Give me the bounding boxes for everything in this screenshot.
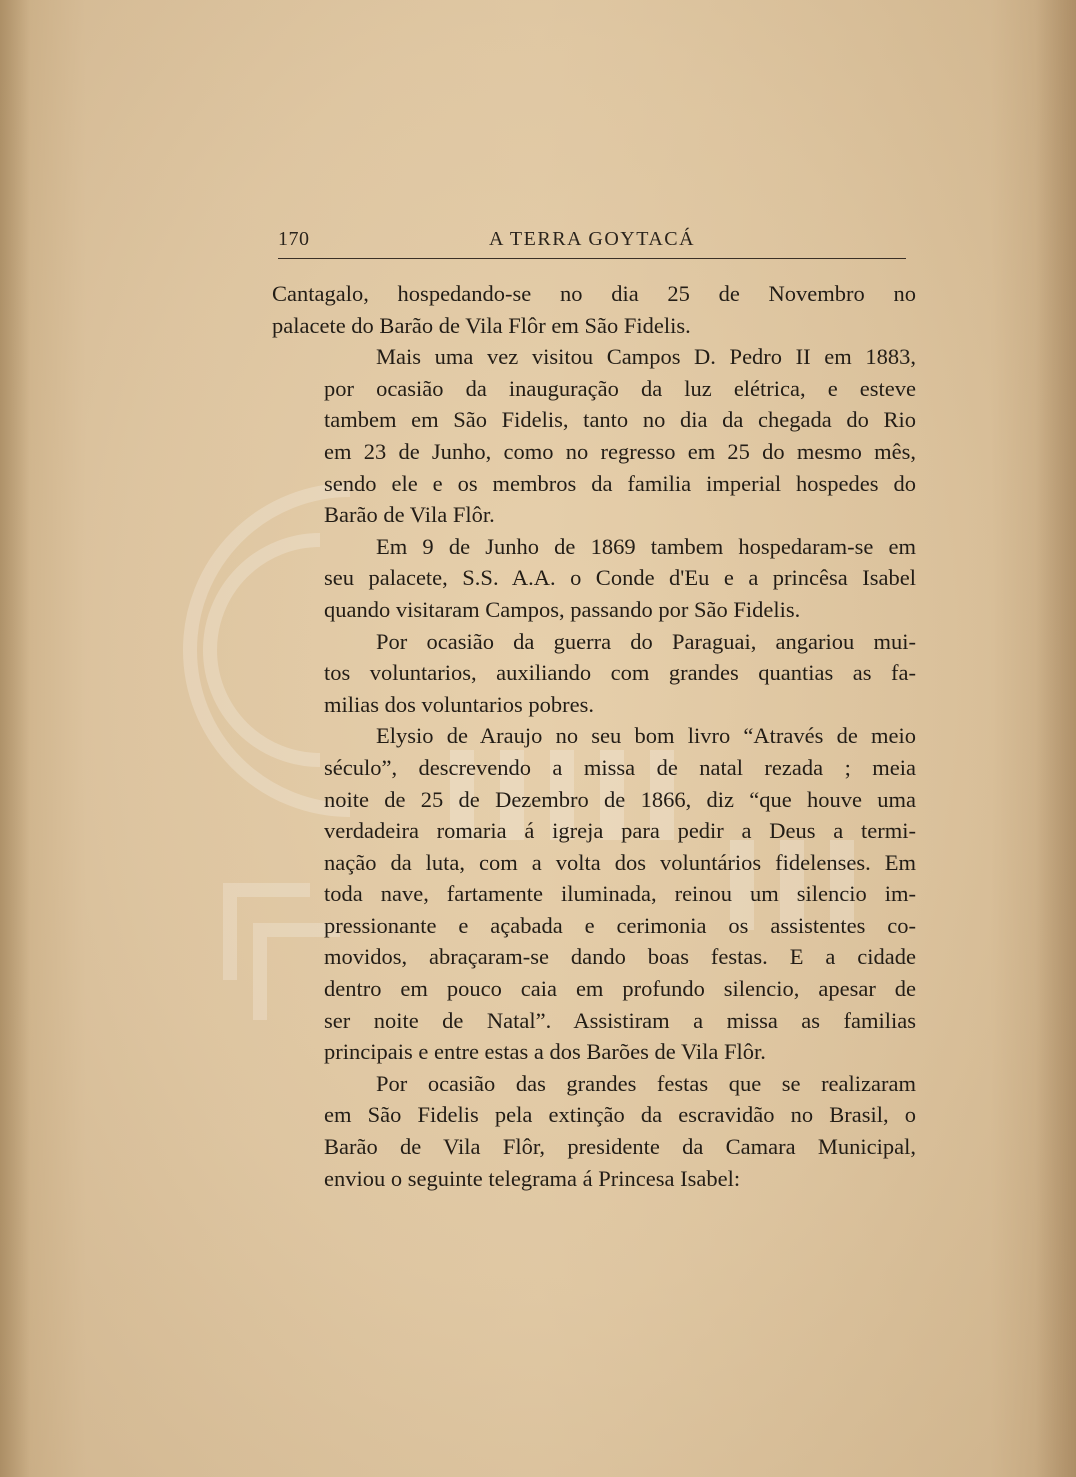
paragraph <box>272 341 916 531</box>
page-header <box>278 228 906 258</box>
text-line: seu palacete, S.S. A.A. o Conde d'Eu e a princêsa Isabel <box>324 565 916 591</box>
text-line: século”, descrevendo a missa de natal rezada ; meia <box>324 754 916 780</box>
text-line: palacete do Barão de Vila Flôr em São Fidelis. <box>272 312 691 338</box>
text-line: por ocasião da inauguração da luz elétrica, e esteve <box>324 375 916 401</box>
text-line: Barão de Vila Flôr. <box>324 502 495 528</box>
page-number: 170 <box>278 228 310 250</box>
text-line: quando visitaram Campos, passando por São Fidelis. <box>324 596 801 622</box>
paragraph <box>272 626 916 721</box>
text-line: movidos, abraçaram-se dando boas festas. E a cidade <box>324 944 916 970</box>
text-line: tambem em São Fidelis, tanto no dia da chegada do Rio <box>324 407 916 433</box>
text-line: em São Fidelis pela extinção da escravidão no Brasil, o <box>324 1102 916 1128</box>
paragraph <box>272 720 916 1068</box>
header-rule <box>278 258 906 259</box>
text-line: tos voluntarios, auxiliando com grandes quantias as fa- <box>324 660 916 686</box>
text-line: noite de 25 de Dezembro de 1866, diz “que houve uma <box>324 786 916 812</box>
text-line: toda nave, fartamente iluminada, reinou um silencio im- <box>324 881 916 907</box>
text-line: em 23 de Junho, como no regresso em 25 do mesmo mês, <box>324 438 916 464</box>
text-line: Por ocasião da guerra do Paraguai, angariou mui- <box>376 628 916 654</box>
text-line: Barão de Vila Flôr, presidente da Camara Municipal, <box>324 1134 916 1160</box>
text-line: Em 9 de Junho de 1869 tambem hospedaram-se em <box>376 533 916 559</box>
text-line: milias dos voluntarios pobres. <box>324 691 594 717</box>
text-line: sendo ele e os membros da familia imperial hospedes do <box>324 470 916 496</box>
text-line: verdadeira romaria á igreja para pedir a Deus a termi- <box>324 818 916 844</box>
text-line: ser noite de Natal”. Assistiram a missa as familias <box>324 1007 916 1033</box>
paragraph <box>272 278 916 341</box>
text-line: principais e entre estas a dos Barões de Vila Flôr. <box>324 1039 766 1065</box>
text-line: Mais uma vez visitou Campos D. Pedro II em 1883, <box>376 344 916 370</box>
text-line: Elysio de Araujo no seu bom livro “Através de meio <box>376 723 916 749</box>
text-line: Cantagalo, hospedando-se no dia 25 de Novembro no <box>272 281 916 306</box>
text-line: dentro em pouco caia em profundo silencio, apesar de <box>324 976 916 1002</box>
text-line: nação da luta, com a volta dos voluntários fidelenses. Em <box>324 849 916 875</box>
text-line: Por ocasião das grandes festas que se realizaram <box>376 1070 916 1096</box>
text-line: pressionante e açabada e cerimonia os assistentes co- <box>324 912 916 938</box>
running-title: A TERRA GOYTACÁ <box>488 228 696 250</box>
text-line: enviou o seguinte telegrama á Princesa Isabel: <box>324 1165 741 1191</box>
paragraph <box>272 531 916 626</box>
paragraph <box>272 1068 916 1194</box>
body-text <box>272 278 916 1194</box>
